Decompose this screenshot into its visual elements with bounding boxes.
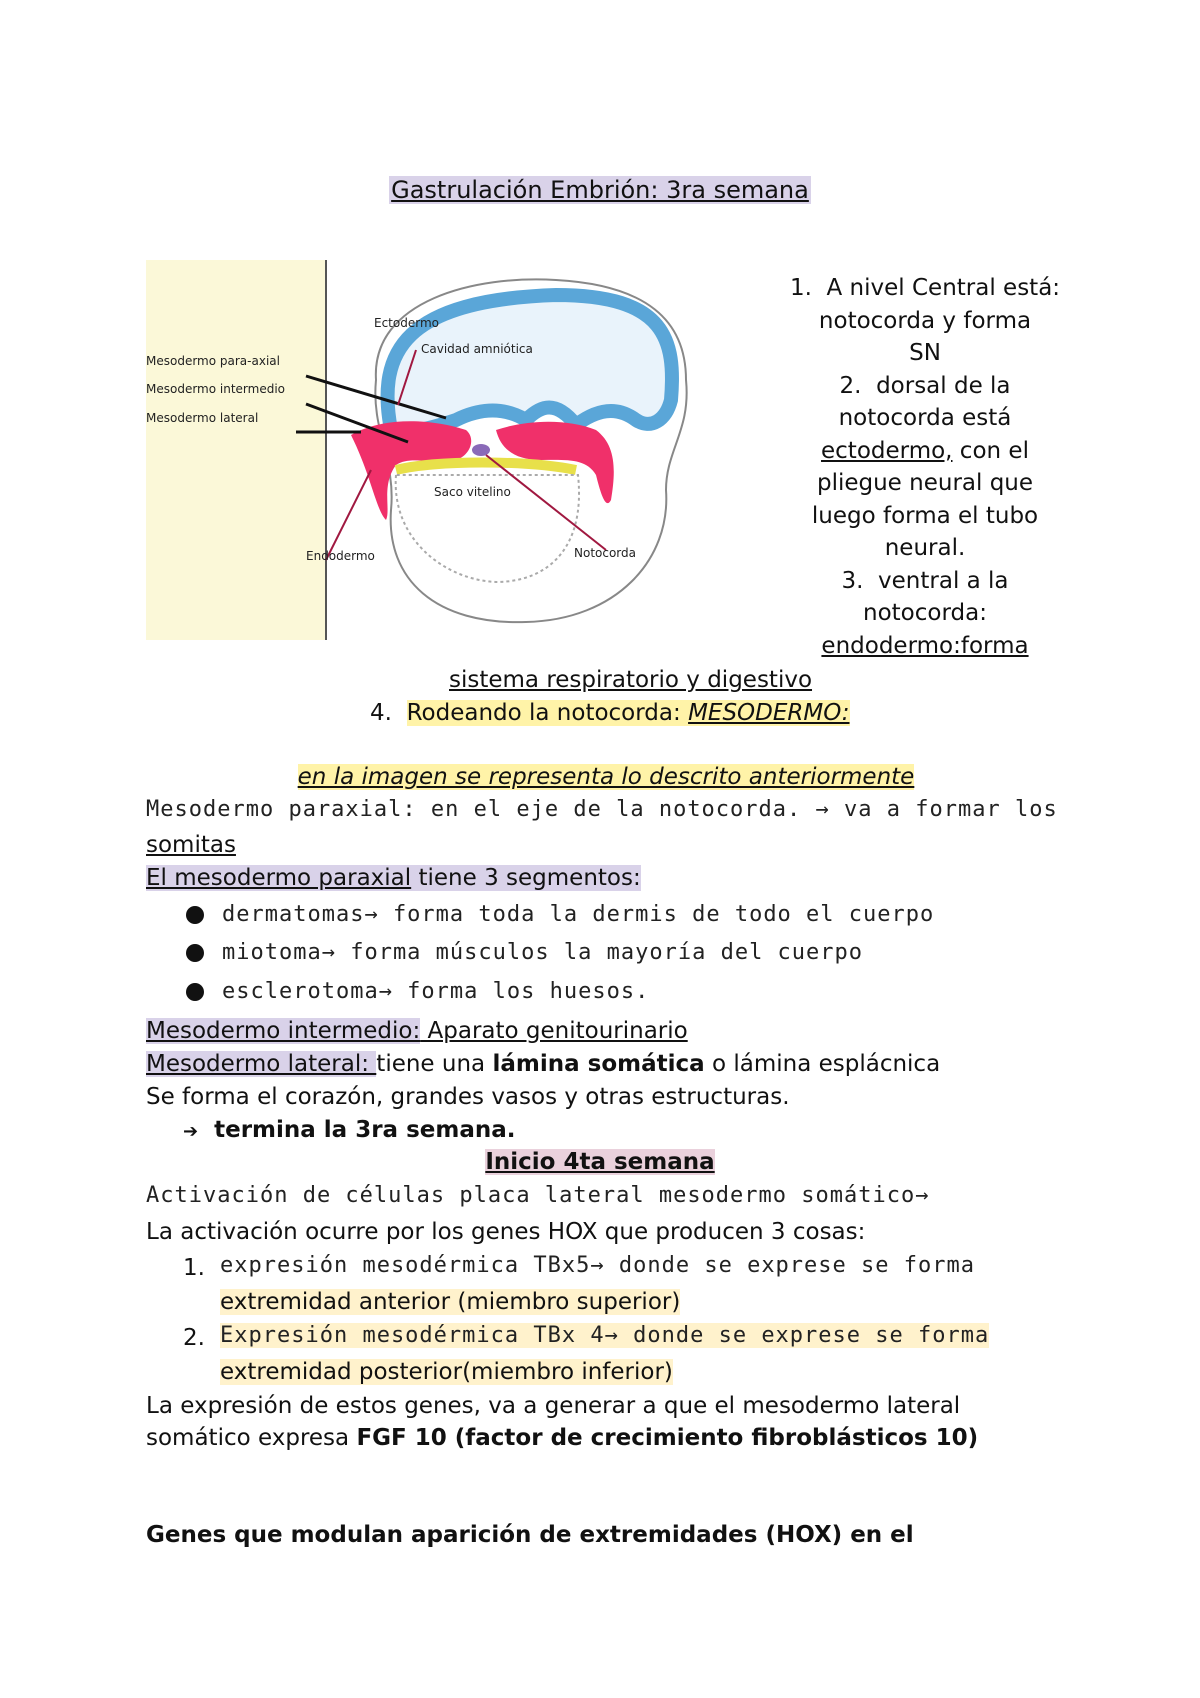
gastrulation-figure [146, 260, 698, 640]
list-item-3-line1: 3. ventral a la [841, 567, 1009, 594]
label-paraaxial: Mesodermo para-axial [146, 354, 280, 368]
label-cavidad: Cavidad amniótica [421, 342, 533, 356]
exp2-line1: Expresión mesodérmica TBx 4→ donde se exprese se forma [220, 1323, 990, 1348]
lateral-line: Mesodermo lateral: tiene una lámina somática o lámina esplácnica [146, 1051, 941, 1077]
list-item-2-line4: pliegue neural que [816, 470, 1034, 496]
label-endodermo: Endodermo [306, 549, 375, 563]
termina-line: ➔ termina la 3ra semana. [183, 1117, 516, 1143]
corazon-line: Se forma el corazón, grandes vasos y otras estructuras. [146, 1084, 790, 1110]
list-item-2-line2: notocorda está [838, 405, 1012, 431]
notochord-mark [472, 444, 490, 456]
segments-heading: El mesodermo paraxial tiene 3 segmentos: [146, 865, 641, 891]
exp1-line2: extremidad anterior (miembro superior) [220, 1289, 681, 1315]
exp1-num: 1. [183, 1255, 205, 1281]
label-lateral: Mesodermo lateral [146, 411, 259, 425]
line-sistema: sistema respiratorio y digestivo [449, 667, 813, 693]
list-item-2-line6: neural. [884, 535, 966, 561]
paraxial-somitas: somitas [146, 832, 236, 858]
caption: en la imagen se representa lo descrito anteriormente [297, 764, 915, 790]
list-item-1-line3: SN [909, 340, 941, 366]
exp2-line2: extremidad posterior(miembro inferior) [220, 1359, 673, 1385]
arrow-icon: ➔ [183, 1121, 199, 1142]
list-item-3-line2: notocorda: [863, 600, 987, 626]
pointer-endodermo [326, 470, 371, 560]
embryo-diagram [146, 260, 698, 640]
inicio-heading: Inicio 4ta semana [485, 1149, 715, 1175]
label-saco: Saco vitelino [434, 485, 511, 499]
expresion-line1: La expresión de estos genes, va a generar a que el mesodermo lateral [146, 1393, 961, 1419]
list-item-2-line5: luego forma el tubo [811, 502, 1039, 529]
exp2-num: 2. [183, 1325, 205, 1351]
right-list [770, 272, 1080, 662]
page-title: Gastrulación Embrión: 3ra semana [391, 176, 809, 204]
paraxial-line1: Mesodermo paraxial: en el eje de la notocorda. → va a formar los [146, 797, 1058, 822]
expresion-line2: somático expresa FGF 10 (factor de crecimiento fibroblásticos 10) [146, 1425, 979, 1451]
bullet-dot [186, 944, 204, 962]
label-ectodermo: Ectodermo [374, 316, 439, 330]
bullet-dermatomas: dermatomas→ forma toda la dermis de todo el cuerpo [186, 902, 934, 927]
activacion-line1: Activación de células placa lateral mesodermo somático→ [146, 1183, 930, 1208]
list-item-2-line1: 2. dorsal de la [839, 372, 1011, 399]
list-item-2-line3: ectodermo, con el [821, 437, 1029, 464]
genes-heading: Genes que modulan aparición de extremidades (HOX) en el [146, 1522, 914, 1548]
bullet-miotoma: miotoma→ forma músculos la mayoría del cuerpo [186, 940, 863, 965]
list-item-1-line1: 1. A nivel Central está: [789, 275, 1061, 301]
figure-left-panel [146, 260, 326, 640]
bullet-esclerotoma: esclerotoma→ forma los huesos. [186, 979, 649, 1004]
label-notocorda: Notocorda [574, 546, 636, 560]
list-item-3-line3: endodermo:forma [821, 632, 1029, 659]
exp1-line1: expresión mesodérmica TBx5→ donde se exprese se forma [220, 1253, 975, 1278]
list-item-4: 4. Rodeando la notocorda: MESODERMO: [370, 700, 850, 726]
bullet-dot [186, 906, 204, 924]
intermedio-line: Mesodermo intermedio: Aparato genitourinario [146, 1018, 688, 1044]
bullet-dot [186, 983, 204, 1001]
list-item-1-line2: notocorda y forma [818, 307, 1032, 334]
label-intermedio: Mesodermo intermedio [146, 382, 286, 396]
activacion-line2: La activación ocurre por los genes HOX que producen 3 cosas: [146, 1219, 866, 1245]
